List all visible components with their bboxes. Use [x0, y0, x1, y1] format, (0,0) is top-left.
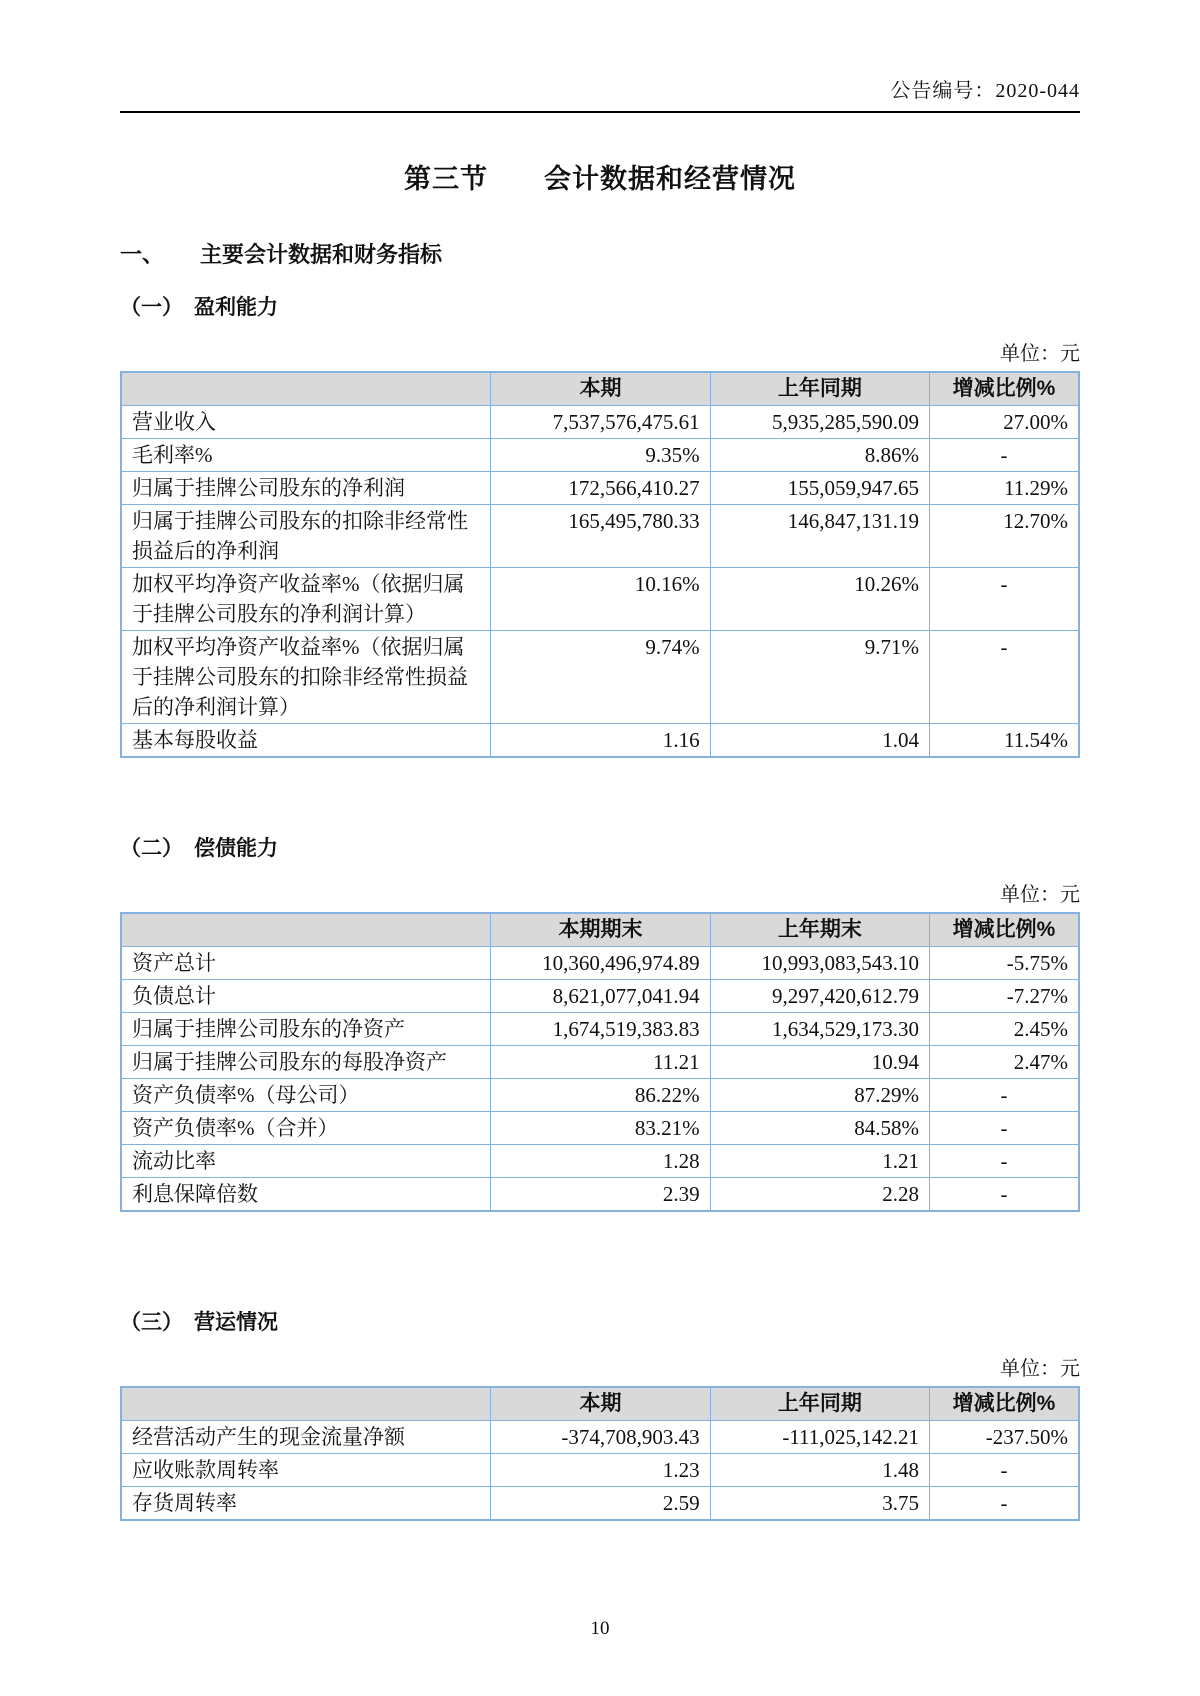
cell-change: -7.27%: [930, 980, 1079, 1013]
section-title: 盈利能力: [194, 296, 278, 319]
cell-change: -: [930, 439, 1079, 472]
cell-current: 10.16%: [491, 568, 710, 631]
cell-change: -237.50%: [930, 1421, 1079, 1454]
column-header: 增减比例%: [930, 913, 1079, 947]
cell-current: 9.74%: [491, 631, 710, 724]
table-row: [121, 947, 1079, 980]
cell-current: 1.23: [491, 1454, 710, 1487]
cell-current: 9.35%: [491, 439, 710, 472]
cell-prior: 8.86%: [710, 439, 929, 472]
table-row: [121, 631, 1079, 724]
cell-change: -: [930, 568, 1079, 631]
row-label: 存货周转率: [121, 1487, 491, 1521]
header-divider: [120, 111, 1080, 113]
spacer: [120, 758, 1080, 810]
page-number: 10: [590, 1618, 610, 1639]
cell-current: 7,537,576,475.61: [491, 406, 710, 439]
cell-change: 11.29%: [930, 472, 1079, 505]
column-header: 本期期末: [491, 913, 710, 947]
row-label: 资产负债率%（合并）: [121, 1112, 491, 1145]
cell-prior: 155,059,947.65: [710, 472, 929, 505]
row-label: 加权平均净资产收益率%（依据归属于挂牌公司股东的净利润计算）: [121, 568, 491, 631]
cell-prior: 10,993,083,543.10: [710, 947, 929, 980]
cell-change: -5.75%: [930, 947, 1079, 980]
cell-current: 165,495,780.33: [491, 505, 710, 568]
cell-change: -: [930, 1454, 1079, 1487]
cell-prior: 10.94: [710, 1046, 929, 1079]
cell-prior: 10.26%: [710, 568, 929, 631]
cell-current: 83.21%: [491, 1112, 710, 1145]
column-header: [121, 913, 491, 947]
cell-prior: 1.48: [710, 1454, 929, 1487]
table-row: [121, 1421, 1079, 1454]
table-row: [121, 1013, 1079, 1046]
cell-change: -: [930, 1145, 1079, 1178]
table-row: [121, 980, 1079, 1013]
column-header: [121, 372, 491, 406]
table-header-row: [121, 1387, 1079, 1421]
table-row: [121, 1178, 1079, 1212]
table-row: [121, 1046, 1079, 1079]
cell-current: 11.21: [491, 1046, 710, 1079]
cell-prior: 84.58%: [710, 1112, 929, 1145]
cell-current: 2.39: [491, 1178, 710, 1212]
row-label: 经营活动产生的现金流量净额: [121, 1421, 491, 1454]
table-header-row: [121, 913, 1079, 947]
chapter-number: 一、: [120, 242, 165, 267]
column-header: 上年同期: [710, 372, 929, 406]
section-heading-operations: [120, 1306, 1080, 1336]
unit-label: 单位：元: [1000, 884, 1080, 906]
column-header: 本期: [491, 1387, 710, 1421]
table-row: [121, 1112, 1079, 1145]
cell-change: -: [930, 1079, 1079, 1112]
section-heading-profitability: [120, 291, 1080, 321]
row-label: 资产负债率%（母公司）: [121, 1079, 491, 1112]
cell-current: 1.16: [491, 724, 710, 758]
cell-prior: 2.28: [710, 1178, 929, 1212]
announcement-number: 公告编号：2020-044: [890, 80, 1080, 102]
section-number: （二）: [120, 837, 183, 860]
cell-current: 1,674,519,383.83: [491, 1013, 710, 1046]
cell-change: 11.54%: [930, 724, 1079, 758]
row-label: 归属于挂牌公司股东的扣除非经常性损益后的净利润: [121, 505, 491, 568]
row-label: 基本每股收益: [121, 724, 491, 758]
column-header: 本期: [491, 372, 710, 406]
table-row: [121, 724, 1079, 758]
row-label: 应收账款周转率: [121, 1454, 491, 1487]
cell-prior: 146,847,131.19: [710, 505, 929, 568]
cell-change: 27.00%: [930, 406, 1079, 439]
page-title: 第三节 会计数据和经营情况: [404, 164, 796, 194]
cell-current: -374,708,903.43: [491, 1421, 710, 1454]
profitability-table: [120, 371, 1080, 758]
cell-current: 2.59: [491, 1487, 710, 1521]
row-label: 归属于挂牌公司股东的净利润: [121, 472, 491, 505]
column-header: 增减比例%: [930, 372, 1079, 406]
column-header: 上年同期: [710, 1387, 929, 1421]
row-label: 负债总计: [121, 980, 491, 1013]
cell-current: 8,621,077,041.94: [491, 980, 710, 1013]
table-row: [121, 568, 1079, 631]
cell-prior: 3.75: [710, 1487, 929, 1521]
row-label: 利息保障倍数: [121, 1178, 491, 1212]
column-header: 增减比例%: [930, 1387, 1079, 1421]
section-title: 偿债能力: [194, 837, 278, 860]
cell-prior: -111,025,142.21: [710, 1421, 929, 1454]
row-label: 归属于挂牌公司股东的每股净资产: [121, 1046, 491, 1079]
cell-change: 12.70%: [930, 505, 1079, 568]
unit-label: 单位：元: [1000, 343, 1080, 365]
row-label: 毛利率%: [121, 439, 491, 472]
chapter-heading: [120, 238, 1080, 269]
cell-prior: 1,634,529,173.30: [710, 1013, 929, 1046]
row-label: 加权平均净资产收益率%（依据归属于挂牌公司股东的扣除非经常性损益后的净利润计算）: [121, 631, 491, 724]
table-row: [121, 1487, 1079, 1521]
table-row: [121, 505, 1079, 568]
solvency-table: [120, 912, 1080, 1212]
cell-current: 172,566,410.27: [491, 472, 710, 505]
column-header: [121, 1387, 491, 1421]
spacer: [120, 1212, 1080, 1284]
table-row: [121, 1454, 1079, 1487]
cell-current: 86.22%: [491, 1079, 710, 1112]
cell-prior: 87.29%: [710, 1079, 929, 1112]
table-header-row: [121, 372, 1079, 406]
cell-prior: 5,935,285,590.09: [710, 406, 929, 439]
cell-prior: 9.71%: [710, 631, 929, 724]
cell-change: -: [930, 631, 1079, 724]
table-row: [121, 1079, 1079, 1112]
chapter-title: 主要会计数据和财务指标: [200, 242, 443, 267]
table-row: [121, 406, 1079, 439]
row-label: 归属于挂牌公司股东的净资产: [121, 1013, 491, 1046]
cell-prior: 1.21: [710, 1145, 929, 1178]
cell-change: -: [930, 1178, 1079, 1212]
unit-label: 单位：元: [1000, 1358, 1080, 1380]
section-heading-solvency: [120, 832, 1080, 862]
cell-change: 2.47%: [930, 1046, 1079, 1079]
row-label: 营业收入: [121, 406, 491, 439]
section-number: （一）: [120, 296, 183, 319]
cell-change: -: [930, 1487, 1079, 1521]
cell-prior: 1.04: [710, 724, 929, 758]
operations-table: [120, 1386, 1080, 1521]
column-header: 上年期末: [710, 913, 929, 947]
table-row: [121, 439, 1079, 472]
section-title: 营运情况: [194, 1311, 278, 1334]
table-row: [121, 1145, 1079, 1178]
table-row: [121, 472, 1079, 505]
cell-current: 10,360,496,974.89: [491, 947, 710, 980]
cell-change: -: [930, 1112, 1079, 1145]
cell-current: 1.28: [491, 1145, 710, 1178]
row-label: 流动比率: [121, 1145, 491, 1178]
row-label: 资产总计: [121, 947, 491, 980]
cell-change: 2.45%: [930, 1013, 1079, 1046]
section-number: （三）: [120, 1311, 183, 1334]
cell-prior: 9,297,420,612.79: [710, 980, 929, 1013]
